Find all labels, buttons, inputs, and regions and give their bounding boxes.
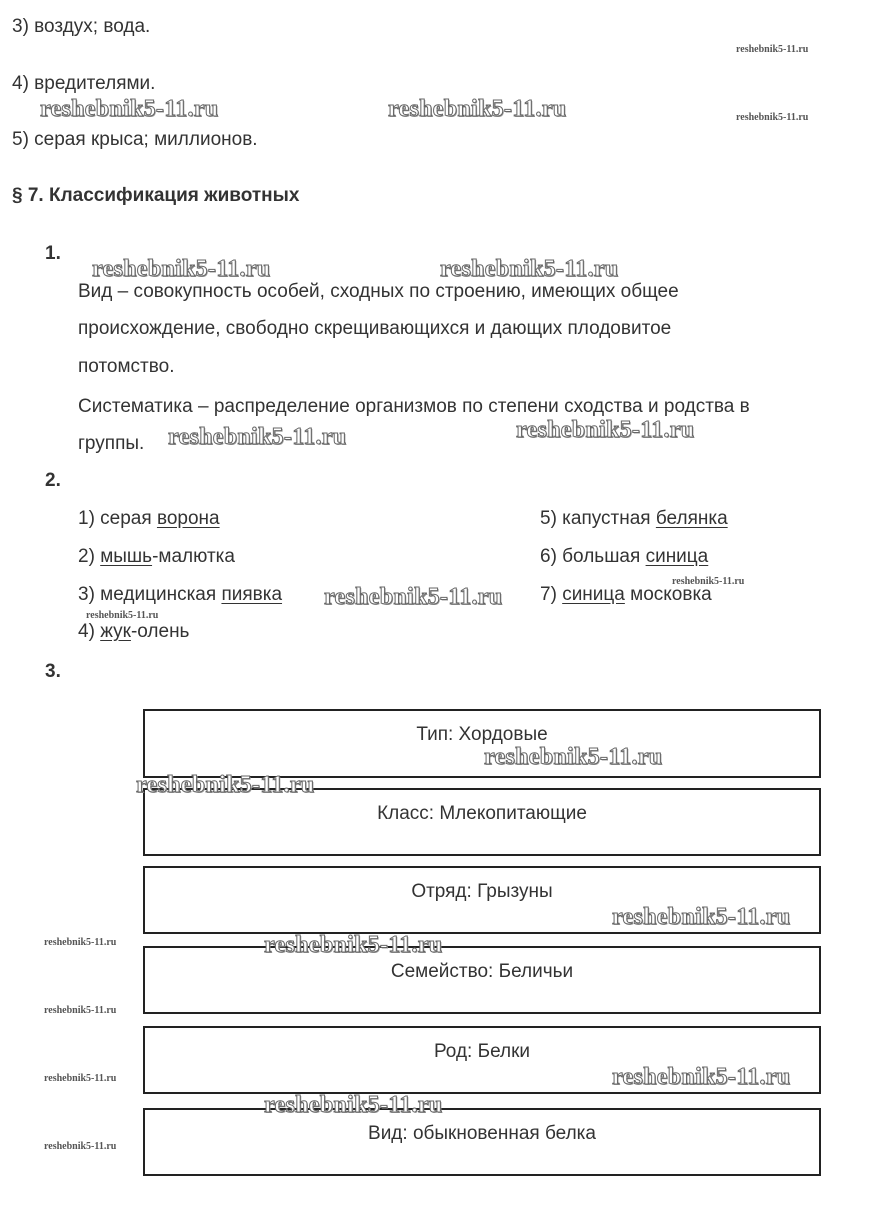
watermark: reshebnik5-11.ru — [92, 256, 271, 282]
task-number: 3. — [45, 661, 61, 682]
list-item — [78, 546, 235, 568]
item-prefix: 2) — [78, 546, 101, 567]
definition-line: Систематика – распределение организмов по степени сходства и родства в — [78, 396, 750, 417]
definition-line: группы. — [78, 433, 145, 454]
item-prefix: 1) серая — [78, 508, 157, 529]
taxonomy-label: Тип: Хордовые — [416, 724, 548, 745]
definition-line: Вид – совокупность особей, сходных по строению, имеющих общее — [78, 281, 679, 302]
watermark: reshebnik5-11.ru — [168, 424, 347, 450]
watermark: reshebnik5-11.ru — [40, 96, 219, 122]
task-number: 1. — [45, 243, 61, 264]
list-item — [78, 621, 189, 643]
watermark: reshebnik5-11.ru — [440, 256, 619, 282]
answer-line: 4) вредителями. — [12, 73, 156, 94]
taxonomy-box — [143, 788, 821, 856]
answer-line: 3) воздух; вода. — [12, 16, 151, 37]
item-genus: ворона — [156, 508, 220, 529]
taxonomy-box — [143, 709, 821, 778]
section-title: § 7. Классификация животных — [12, 185, 300, 206]
watermark: reshebnik5-11.ru — [516, 417, 695, 443]
item-prefix: 7) — [540, 584, 563, 605]
item-suffix: московка — [624, 584, 712, 605]
list-item — [540, 584, 712, 606]
watermark: reshebnik5-11.ru — [388, 96, 567, 122]
taxonomy-label: Семейство: Беличьи — [390, 961, 574, 982]
item-prefix: 4) — [78, 621, 101, 642]
watermark-small: reshebnik5-11.ru — [44, 1073, 117, 1084]
watermark: reshebnik5-11.ru — [264, 1092, 443, 1118]
watermark-small: reshebnik5-11.ru — [736, 112, 809, 123]
item-genus: жук — [100, 621, 131, 642]
watermark-small: reshebnik5-11.ru — [44, 1141, 117, 1152]
item-genus: белянка — [655, 508, 728, 529]
definition-line: происхождение, свободно скрещивающихся и дающих плодовитое — [78, 318, 672, 339]
item-genus: пиявка — [221, 584, 283, 605]
definition-line: потомство. — [78, 356, 175, 377]
watermark: reshebnik5-11.ru — [484, 744, 663, 770]
taxonomy-label: Вид: обыкновенная белка — [368, 1123, 596, 1144]
answer-line: 5) серая крыса; миллионов. — [12, 129, 258, 150]
task-number: 2. — [45, 470, 61, 491]
item-suffix: -малютка — [152, 546, 235, 567]
taxonomy-label: Отряд: Грызуны — [411, 881, 553, 902]
watermark: reshebnik5-11.ru — [612, 1064, 791, 1090]
watermark-small: reshebnik5-11.ru — [44, 937, 117, 948]
watermark: reshebnik5-11.ru — [264, 932, 443, 958]
watermark: reshebnik5-11.ru — [612, 904, 791, 930]
item-genus: синица — [562, 584, 625, 605]
list-item — [78, 584, 282, 606]
watermark-small: reshebnik5-11.ru — [672, 576, 745, 587]
watermark-small: reshebnik5-11.ru — [736, 44, 809, 55]
item-prefix: 6) большая — [540, 546, 646, 567]
list-item — [540, 546, 708, 568]
item-genus: синица — [645, 546, 709, 567]
watermark-small: reshebnik5-11.ru — [44, 1005, 117, 1016]
taxonomy-label: Класс: Млекопитающие — [377, 803, 587, 824]
watermark-small: reshebnik5-11.ru — [86, 610, 159, 621]
item-suffix: -олень — [130, 621, 190, 642]
list-item — [78, 508, 220, 530]
taxonomy-label: Род: Белки — [433, 1041, 531, 1062]
taxonomy-box — [143, 946, 821, 1014]
watermark: reshebnik5-11.ru — [136, 772, 315, 798]
item-prefix: 3) медицинская — [78, 584, 222, 605]
watermark: reshebnik5-11.ru — [324, 584, 503, 610]
list-item — [540, 508, 728, 530]
taxonomy-box — [143, 1108, 821, 1176]
item-prefix: 5) капустная — [540, 508, 656, 529]
item-genus: мышь — [100, 546, 153, 567]
